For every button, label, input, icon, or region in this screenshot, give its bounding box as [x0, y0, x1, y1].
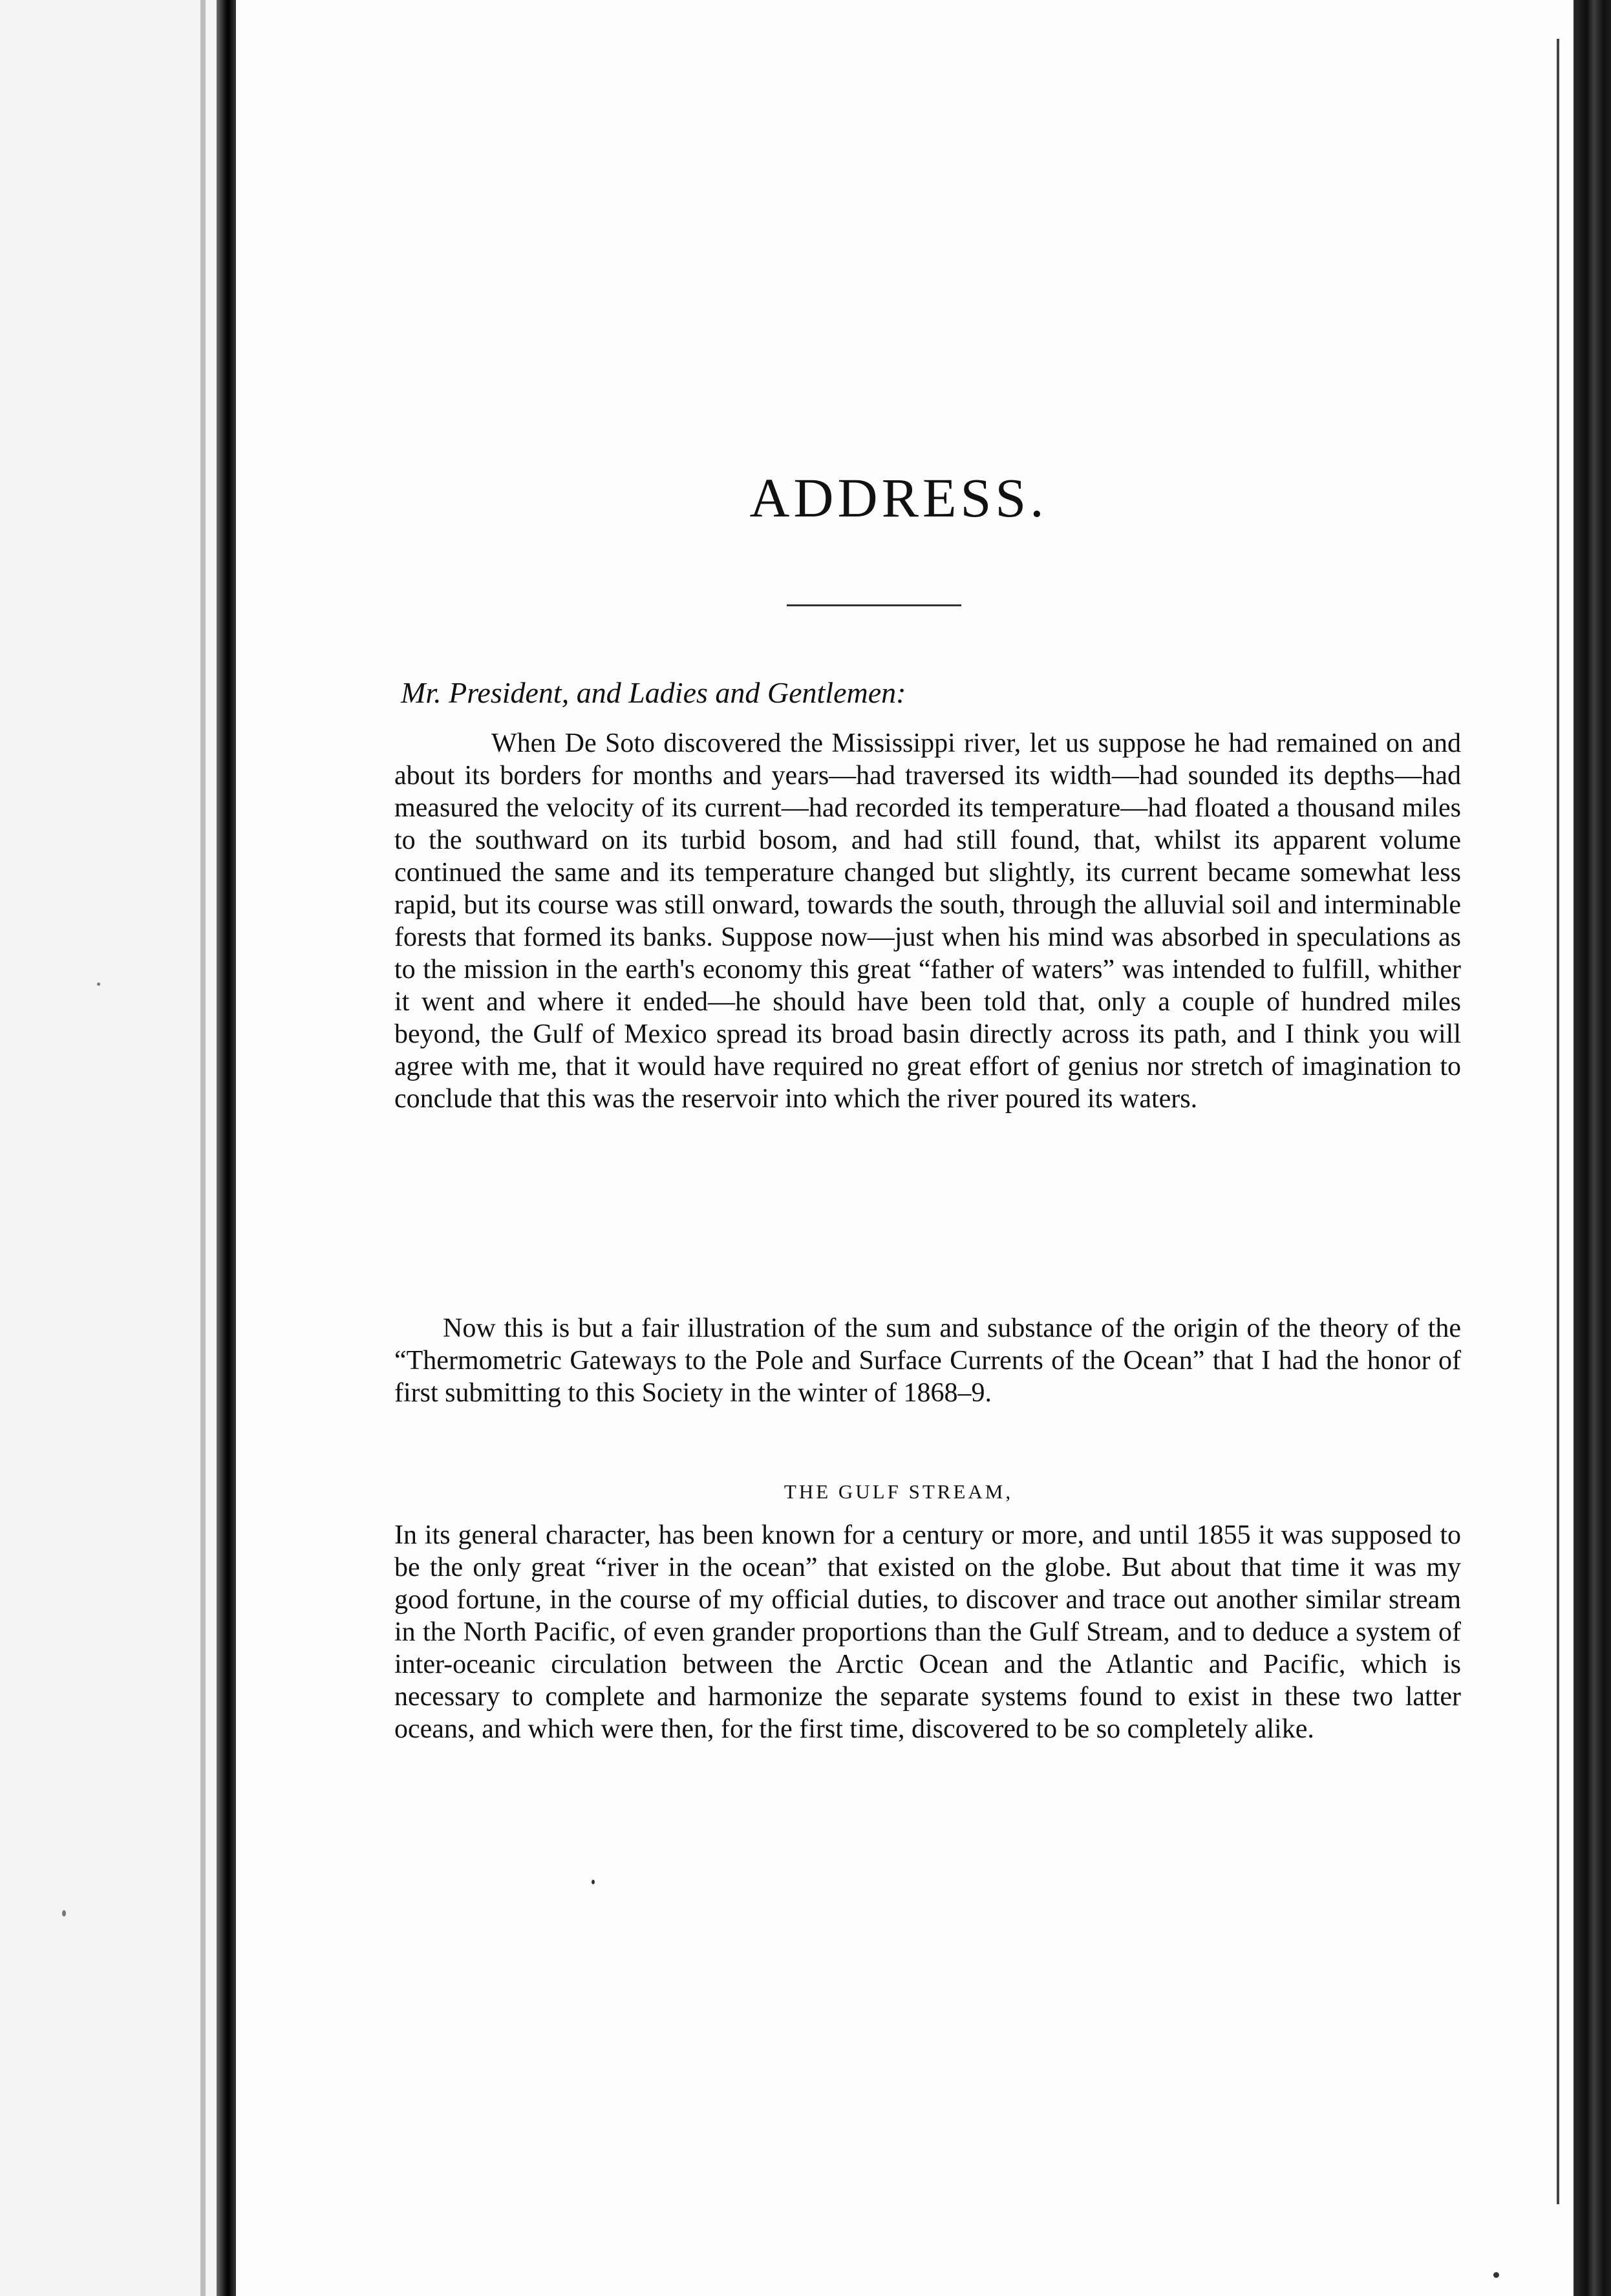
page-heading: ADDRESS. [749, 467, 1048, 529]
scan-speck [62, 1910, 66, 1917]
scan-speck [592, 1880, 595, 1884]
heading-rule [787, 604, 961, 606]
left-facing-page [0, 0, 223, 2296]
right-book-edge [1574, 0, 1611, 2296]
scan-speck [1493, 2272, 1499, 2278]
paragraph-1: When De Soto discovered the Mississippi river, let us suppose he had remained on and about its borders for months and years—had traversed its width—had sounded its depths—had measured the velocity of its current—had recorded its temperature—had floated a thousand miles to the southward on its turbid bosom, and had still found, that, whilst its apparent volume continued the same and its temperature changed but slightly, its current became somewhat less rapid, but its course was still onward, towards the south, through the alluvial soil and interminable forests that formed its banks. Suppose now—just when his mind was absorbed in speculations as to the mission in the earth's economy this great “father of waters” was intended to fulfill, whither it went and where it ended—he should have been told that, only a couple of hundred miles beyond, the Gulf of Mexico spread its broad basin directly across its path, and I think you will agree with me, that it would have required no great effort of genius nor stretch of imagination to conclude that this was the reservoir into which the river poured its waters. [394, 728, 1461, 1114]
scan-speck [97, 983, 100, 986]
salutation: Mr. President, and Ladies and Gentlemen: [401, 676, 906, 709]
paragraph-2: Now this is but a fair illustration of the sum and substance of the origin of the theory of the “Thermometric Gateways to the Pole and Surface Currents of the Ocean” that I had the honor of first submitting to this Society in the winter of 1868–9. [394, 1313, 1461, 1408]
left-page-edge [200, 0, 206, 2296]
book-page [236, 0, 1561, 2296]
binding-gutter [217, 0, 236, 2296]
paragraph-3: In its general character, has been known for a century or more, and until 1855 it was supposed to be the only great “river in the ocean” that existed on the globe. But about that time it was my good fortune, in the course of my official duties, to discover and trace out another similar stream in the North Pacific, of even grander proportions than the Gulf Stream, and to deduce a system of inter-oceanic circulation between the Arctic Ocean and the Atlantic and Pacific, which is necessary to complete and harmonize the separate systems found to exist in these two latter oceans, and which were then, for the first time, discovered to be so completely alike. [394, 1520, 1461, 1744]
section-subheading: THE GULF STREAM, [784, 1480, 1014, 1503]
